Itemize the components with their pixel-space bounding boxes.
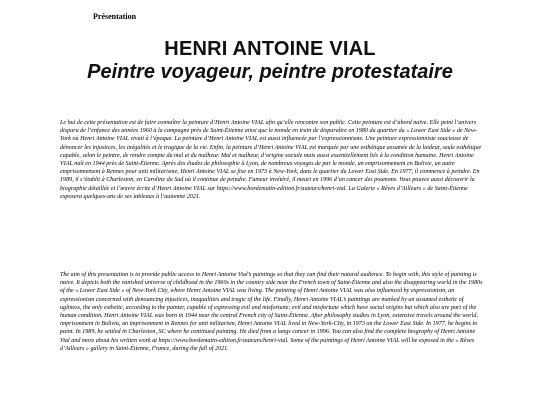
title-subtitle: Peintre voyageur, peintre protestataire — [87, 61, 453, 83]
paragraph-french: Le but de cette présentation est de faire connaître la peinture d’Henri Antoine VIAL afin qu’elle rencontre son public. Cette peinture est d’abord naïve. Elle peint l’univers disparu de l’enfance des années 1960 à la campagne près de Saint-Étienne ainsi que le monde en train de disparaître en 1980 du quartier du « Lower East Side » de New-York où Henri Antoine VIAL vivait à l’époque. La peinture d’Henri Antoine VIAL est aussi influencée par l’expressionnisme. Une peinture expressionniste soucieuse de dénoncer les injustices, les inégalités et le tragique de la vie. Enfin, la peinture d’Henri Antoine VIAL est marquée par une esthétique assumée de la laideur, seule esthétique capable, selon le peintre, de rendre compte du mal et du malheur. Mal et malheur, d’origine sociale mais aussi essentiellement liés à la condition humaine. Henri Antoine VIAL naît en 1944 près de Saint-Étienne. Après des études de philosophie à Lyon, de nombreux voyages de par le monde, un emprisonnement en Bolivie, un autre emprisonnement à Rennes pour anti militarisme, Henri Antoine VIAL se fixe en 1973 à New-York, dans le quartier du Lower East Side. En 1977, il commence à peindre. En 1989, il s’établit à Charleston, en Caroline du Sud où il continue de peindre. Fumeur invétéré, il meurt en 1996 d’un cancer des poumons. Vous pouvez aussi découvrir la biographie détaillée et l’œuvre écrite d’Henri Antoine VIAL sur https://www.bordematin-edition.fr/auteurs/henri-vial. La Galerie « Rêves d’Ailleurs » de Saint-Étienne exposera quelques-uns de ses tableaux à l’automne 2021. — [60, 120, 482, 200]
page-title — [0, 38, 540, 83]
title-name: HENRI ANTOINE VIAL — [164, 38, 376, 60]
paragraph-english: The aim of this presentation is to provide public access to Henri Antoine Vial’s paintings so that they can find their natural audience. To begin with, this style of painting is naive. It depicts both the vanished universe of childhood in the 1960s in the country side near the French town of Saint-Étienne and also the disappearing world in the 1980s of the « Lower East Side » of New-York City, where Henri Antoine VIAL was living. The painting of Henri Antoine VIAL was also influenced by expressionism, an expressionism concerned with denouncing injustices, inequalities and tragic of the life. Finally, Henri Antoine VIAL’s paintings are marked by an assumed esthetic of ugliness, the only esthetic, according to the painter, capable of expressing evil and misfortune; evil and misfortune which have social origins but which also are part of the human condition. Henri Antoine VIAL was born in 1944 near the central French city of Saint-Étienne. After philosophy studies in Lyon, extensive travels around the world, imprisonment in Bolivia, an imprisonment in Rennes for anti militarism, Henri Antoine VIAL lived in New-York-City, in 1973 on the Lower East Side. In 1977, he begins to paint. In 1989, he settled in Charleston, SC where he continued painting. He died from a lungs cancer in 1996. You can also find the complete biography of Henri Antoine Vial and more about his written work at https://www.bordematin-edition.fr/auteurs/henri-vial. Some of the paintings of Henri Antoine VIAL will be exposed in the « Rêves d’Ailleurs » gallery in Saint-Étienne, France, during the fall of 2021. — [60, 272, 483, 352]
section-label: Présentation — [93, 12, 137, 21]
